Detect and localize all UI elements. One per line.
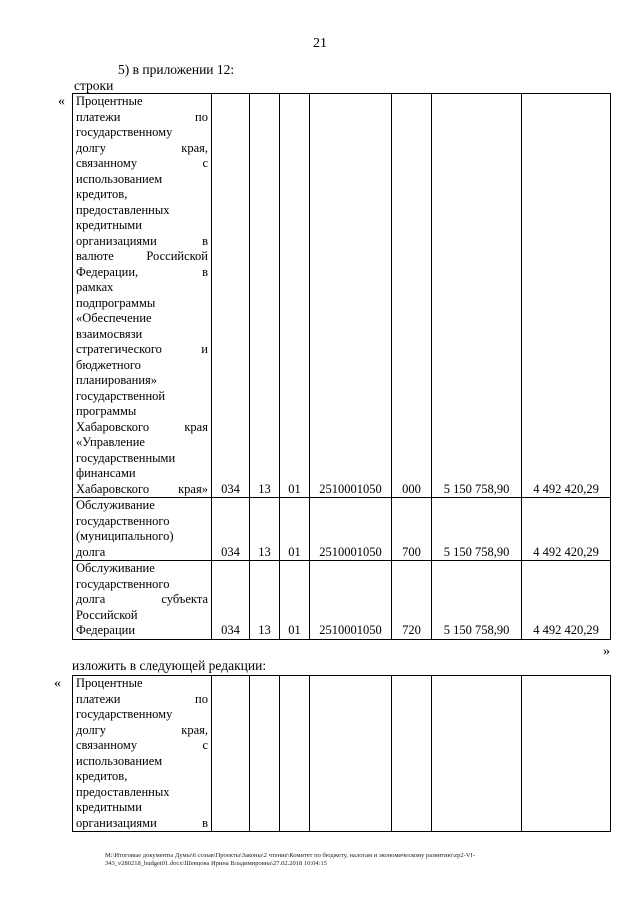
row-name-line: программы [76,404,137,418]
amendment-intro: 5) в приложении 12: [118,62,235,77]
vr-cell: 720 [392,561,432,640]
sum2-cell: 4 492 420,29 [522,561,611,640]
csr-cell: 2510001050 [310,561,392,640]
close-quote-old: » [603,644,610,659]
sum2-cell: 4 492 420,29 [522,94,611,498]
row-name-line: организациями в [76,233,208,248]
row-name-line: долга субъекта [76,592,208,606]
row-name-line: долгу края, [76,722,208,737]
sum2-cell [522,676,611,832]
vr-cell [392,676,432,832]
table-row [73,94,611,498]
csr-cell: 2510001050 [310,498,392,561]
row-name-line: долга [76,544,106,559]
rz-cell: 13 [250,94,280,498]
open-quote-old: « [58,94,65,109]
row-name-line: кредитными [76,218,142,232]
rz-cell: 13 [250,498,280,561]
row-name-line: предоставленных [76,784,170,799]
pr-cell [280,676,310,832]
row-name-line: кредитов, [76,769,128,783]
row-name-line: бюджетного [76,357,141,372]
row-name-line: Обслуживание [76,561,155,575]
row-name-line: Хабаровского края [76,419,208,434]
row-name-line: связанному с [76,738,208,752]
row-name-line: кредитов, [76,187,128,201]
row-name-cell [73,94,212,498]
amendment-rows-label: строки [74,78,114,93]
vr-cell: 700 [392,498,432,561]
row-name-line: стратегического и [76,342,208,356]
row-name-line: рамках [76,280,114,294]
row-name-cell [73,561,212,640]
ved-cell: 034 [212,561,250,640]
ved-cell: 034 [212,498,250,561]
row-name-line: платежи по [76,109,208,124]
row-name-line: взаимосвязи [76,326,143,341]
row-name-line: «Обеспечение [76,311,152,325]
row-name-line: платежи по [76,691,208,706]
rz-cell [250,676,280,832]
row-name-line: финансами [76,466,136,480]
vr-cell: 000 [392,94,432,498]
row-name-line: государственного [76,513,170,528]
new-rows-table [72,675,611,832]
ved-cell: 034 [212,94,250,498]
sum1-cell: 5 150 758,90 [432,94,522,498]
table-row [73,676,611,832]
replacement-intro: изложить в следующей редакции: [72,658,267,673]
row-name-cell [73,676,212,832]
row-name-line: государственными [76,450,176,465]
row-name-line: использованием [76,753,163,768]
table-row [73,561,611,640]
rz-cell: 13 [250,561,280,640]
row-name-line: организациями в [76,815,208,830]
footer-path [105,852,615,868]
sum2-cell: 4 492 420,29 [522,498,611,561]
row-name-line: государственному [76,125,173,139]
pr-cell: 01 [280,498,310,561]
row-name-line: государственной [76,388,166,403]
row-name-line: Федерации [76,623,136,637]
ved-cell [212,676,250,832]
row-name-line: Хабаровского края» [76,481,208,496]
sum1-cell [432,676,522,832]
page-number: 21 [313,36,327,51]
row-name-line: государственного [76,576,170,591]
row-name-line: подпрограммы [76,295,156,310]
row-name-line: государственному [76,707,173,721]
row-name-line: Федерации, в [76,264,208,279]
row-name-line: Процентные [76,94,143,108]
csr-cell: 2510001050 [310,94,392,498]
sum1-cell: 5 150 758,90 [432,498,522,561]
row-name-line: Обслуживание [76,498,155,512]
row-name-line: валюте Российской [76,249,208,263]
row-name-line: кредитными [76,800,142,814]
row-name-line: «Управление [76,435,145,449]
row-name-line: долгу края, [76,140,208,155]
row-name-line: Процентные [76,676,143,690]
table-row [73,498,611,561]
open-quote-new: « [54,676,61,691]
sum1-cell: 5 150 758,90 [432,561,522,640]
row-name-line: использованием [76,171,163,186]
footer-line-1: M:\Итоговые документы Думы\6 созыв\Проекты\Законы\2 чтение\Комитет по бюджету, налогам и экономическому развитию\zp2-VI- [105,852,475,859]
csr-cell [310,676,392,832]
footer-line-2: 343_v280218_budget01.docx\Шевцова Ирина Владимировна\27.02.2018 10:04:15 [105,860,327,867]
row-name-line: связанному с [76,156,208,170]
row-name-line: (муниципального) [76,529,174,543]
row-name-line: Российской [76,607,138,622]
pr-cell: 01 [280,94,310,498]
pr-cell: 01 [280,561,310,640]
old-rows-table [72,93,611,640]
row-name-line: планирования» [76,373,158,387]
row-name-cell [73,498,212,561]
row-name-line: предоставленных [76,202,170,217]
